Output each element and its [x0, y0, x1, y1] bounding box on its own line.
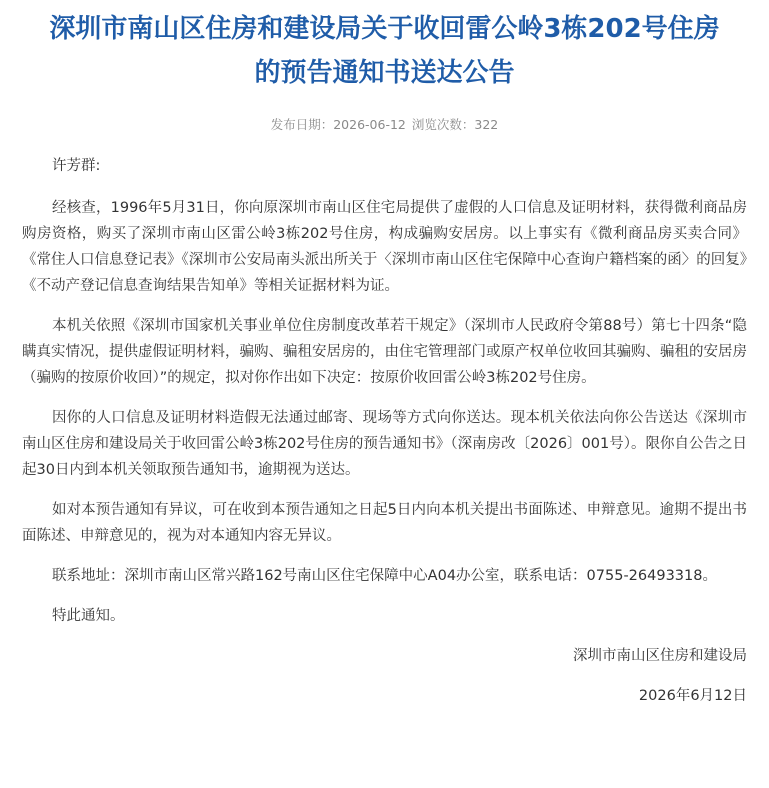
paragraph-legal-basis: 本机关依照《深圳市国家机关事业单位住房制度改革若干规定》（深圳市人民政府令第88号）第七十四条“隐瞒真实情况，提供虚假证明材料，骗购、骗租安居房的，由住宅管理部门或原产权单位收回其骗购、骗租的安居房（骗购的按原价收回）”的规定，拟对你作出如下决定：按原价收回雷公岭3栋202号住房。 [22, 318, 747, 386]
salutation: 许芳群: [52, 158, 101, 174]
paragraph-contact: 联系地址：深圳市南山区常兴路162号南山区住宅保障中心A04办公室，联系电话：0755-26493318。 [52, 568, 717, 584]
title-line-1: 深圳市南山区住房和建设局关于收回雷公岭3栋202号住房 [49, 14, 720, 44]
issuer-signature: 深圳市南山区住房和建设局 [573, 648, 747, 664]
publish-date: 2026-06-12 [333, 117, 406, 132]
paragraph-service: 因你的人口信息及证明材料造假无法通过邮寄、现场等方式向你送达。现本机关依法向你公告送达《深圳市南山区住房和建设局关于收回雷公岭3栋202号住房的预告通知书》（深南房改〔2026〕001号）。限你自公告之日起30日内到本机关领取预告通知书，逾期视为送达。 [22, 410, 747, 478]
article-body [22, 153, 747, 629]
paragraph-closing: 特此通知。 [52, 608, 125, 624]
page-title [22, 0, 747, 95]
view-count: 322 [474, 117, 499, 132]
publish-date-label: 发布日期： [270, 117, 334, 132]
view-count-label: 浏览次数： [411, 117, 475, 132]
article-meta [22, 115, 747, 135]
paragraph-facts: 经核查，1996年5月31日，你向原深圳市南山区住宅局提供了虚假的人口信息及证明材料，获得微利商品房购房资格，购买了深圳市南山区雷公岭3栋202号住房，构成骗购安居房。以上事实有《微利商品房买卖合同》《常住人口信息登记表》《深圳市公安局南头派出所关于〈深圳市南山区住宅保障中心查询户籍档案的函〉的回复》《不动产登记信息查询结果告知单》等相关证据材料为证。 [22, 200, 747, 294]
paragraph-objection: 如对本预告通知有异议，可在收到本预告通知之日起5日内向本机关提出书面陈述、申辩意见。逾期不提出书面陈述、申辩意见的，视为对本通知内容无异议。 [22, 502, 747, 544]
title-line-2: 的预告通知书送达公告 [254, 58, 515, 88]
issue-date: 2026年6月12日 [638, 688, 747, 704]
